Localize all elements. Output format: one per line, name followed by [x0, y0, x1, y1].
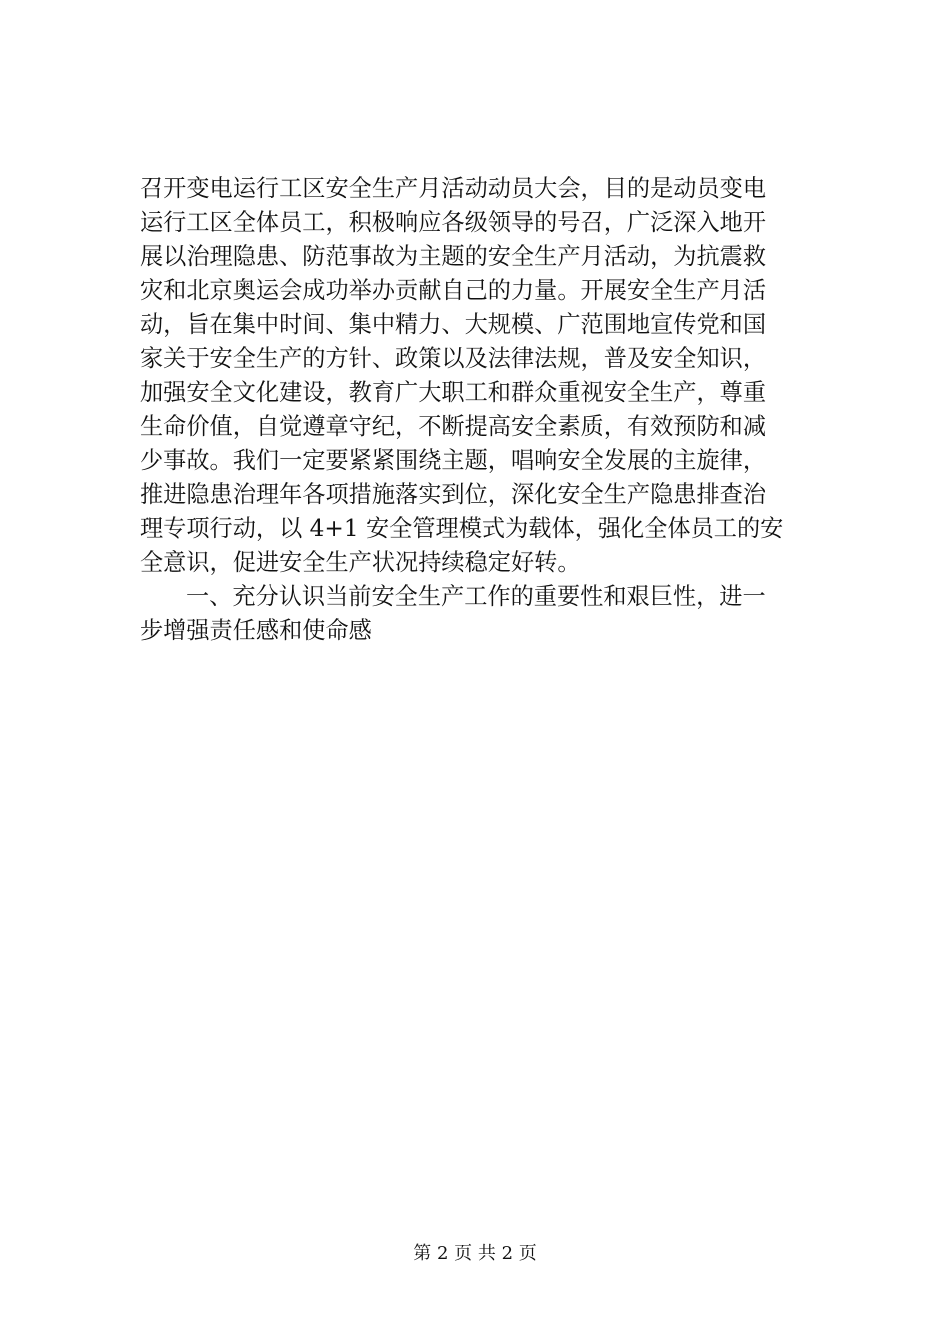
paragraph-line: 灾和北京奥运会成功举办贡献自己的力量。开展安全生产月活: [140, 277, 767, 304]
body-text: [140, 172, 812, 648]
paragraph-line: 生命价值，自觉遵章守纪，不断提高安全素质，有效预防和减: [140, 413, 767, 440]
paragraph-line: 少事故。我们一定要紧紧围绕主题，唱响安全发展的主旋律，: [140, 447, 767, 474]
paragraph-line: 运行工区全体员工，积极响应各级领导的号召，广泛深入地开: [140, 209, 767, 236]
section-heading-line: 一、充分认识当前安全生产工作的重要性和艰巨性，进一: [186, 583, 766, 610]
page-footer: [0, 1240, 950, 1268]
paragraph-line: 理专项行动，以 4+1 安全管理模式为载体，强化全体员工的安: [140, 515, 784, 542]
paragraph-line: 加强安全文化建设，教育广大职工和群众重视安全生产，尊重: [140, 379, 767, 406]
paragraph-line: 动，旨在集中时间、集中精力、大规模、广范围地宣传党和国: [140, 311, 767, 338]
paragraph-line: 全意识，促进安全生产状况持续稳定好转。: [140, 549, 581, 576]
paragraph-line: 家关于安全生产的方针、政策以及法律法规，普及安全知识，: [140, 345, 767, 372]
page-number: 第 2 页 共 2 页: [413, 1243, 537, 1264]
section-heading-line: 步增强责任感和使命感: [140, 617, 372, 644]
paragraph-line: 推进隐患治理年各项措施落实到位，深化安全生产隐患排查治: [140, 481, 767, 508]
paragraph-line: 展以治理隐患、防范事故为主题的安全生产月活动，为抗震救: [140, 243, 767, 270]
paragraph-line: 召开变电运行工区安全生产月活动动员大会，目的是动员变电: [140, 175, 767, 202]
